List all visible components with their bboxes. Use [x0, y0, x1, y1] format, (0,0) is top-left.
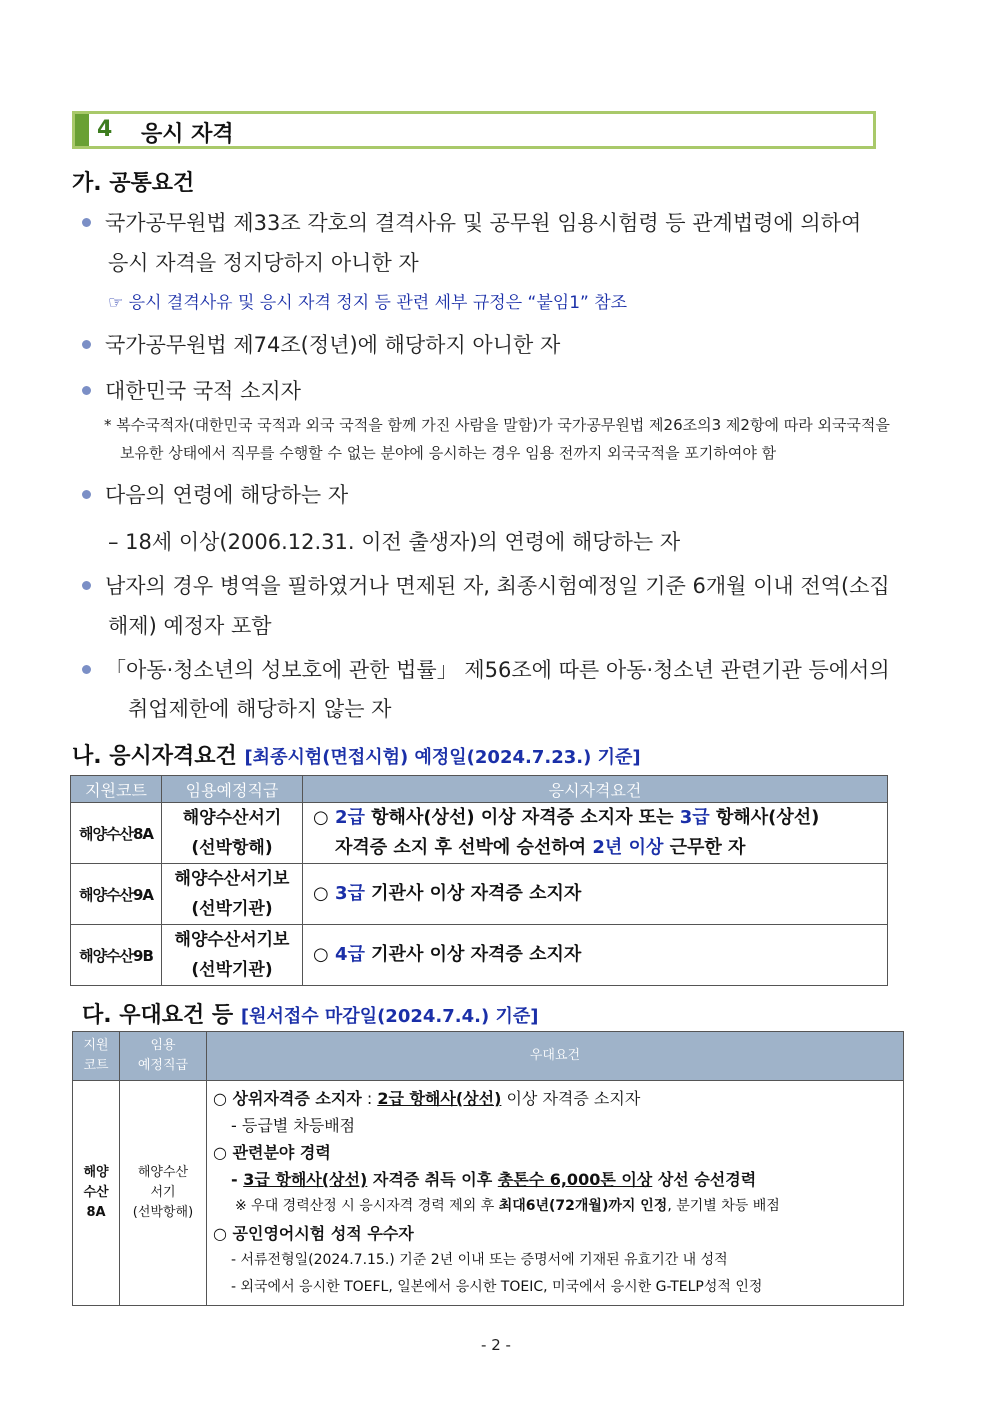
pref-note-max: 최대6년(72개월)까지 인정 [498, 1198, 668, 1214]
common-bullet-2 [82, 325, 924, 365]
pref-tonnage: 총톤수 6,000톤 이상 [497, 1170, 653, 1189]
pref-note-text: , 분기별 차등 배점 [667, 1198, 780, 1214]
qual-requirement [303, 803, 888, 864]
pref-col-code-line2: 코트 [83, 1058, 109, 1073]
pref-position [120, 1081, 207, 1306]
req-bullet: ○ [313, 807, 335, 828]
qual-requirement [303, 925, 888, 986]
pref-col-code-line1: 지원 [83, 1038, 109, 1053]
pref-table [72, 1031, 904, 1306]
pref-line [213, 1193, 897, 1220]
req-text: 기관사 이상 자격증 소지자 [364, 883, 582, 904]
common-heading: 가. 공통요건 [72, 171, 195, 196]
table-row [73, 1081, 904, 1306]
pref-code-line2: 수산 [83, 1185, 109, 1200]
table-row [71, 925, 888, 986]
table-row [71, 864, 888, 925]
qual-heading-note: [최종시험(면접시험) 예정일(2024.7.23.) 기준] [244, 747, 641, 768]
qual-requirement [303, 864, 888, 925]
section-header [72, 111, 876, 149]
bullet-dot-icon [82, 581, 91, 590]
common-bullet-6-line1: 「아동·청소년의 성보호에 관한 법률」 제56조에 따른 아동·청소년 관련기관 등에서의 [105, 658, 890, 682]
common-bullet-6 [82, 650, 924, 690]
pref-license: 3급 항해사(상선) [243, 1170, 368, 1189]
pref-heading-note: [원서접수 마감일(2024.7.4.) 기준] [240, 1006, 539, 1027]
pref-table-header [73, 1032, 904, 1081]
qual-position-name: 해양수산서기보 [174, 869, 290, 889]
req-grade: 2급 [334, 807, 365, 828]
req-bullet: ○ [313, 944, 335, 965]
qual-heading [72, 739, 641, 770]
common-bullet-3-note-line1: * 복수국적자(대한민국 국적과 외국 국적을 함께 가진 사람을 말함)가 국가공무원법 제26조의3 제2항에 따라 외국국적을 [104, 416, 890, 434]
common-bullet-1-line1: 국가공무원법 제33조 각호의 결격사유 및 공무원 임용시험령 등 관계법령에 의하여 [105, 211, 862, 235]
pref-text: 상선 승선경력 [652, 1170, 757, 1189]
pref-line: - 서류전형일(2024.7.15.) 기준 2년 이내 또는 증명서에 기재된 유효기간 내 성적 [231, 1252, 728, 1268]
common-bullet-1-line2: 응시 자격을 정지당하지 아니한 자 [108, 251, 419, 275]
pref-line: ○ 공인영어시험 성적 우수자 [213, 1224, 414, 1243]
pref-code-line1: 해양 [83, 1165, 109, 1180]
bullet-dot-icon [82, 386, 91, 395]
qual-code: 해양수산9B [71, 925, 162, 986]
qual-position [162, 864, 303, 925]
bullet-dot-icon [82, 340, 91, 349]
pref-line [213, 1085, 897, 1112]
pref-col-requirement: 우대요건 [207, 1032, 904, 1081]
qual-position [162, 803, 303, 864]
req-text: 항해사(상선) 이상 자격증 소지자 또는 [364, 807, 680, 828]
bullet-dot-icon [82, 665, 91, 674]
pref-item-title: ○ 상위자격증 소지자 [213, 1089, 362, 1108]
common-bullet-3-text: 대한민국 국적 소지자 [105, 379, 301, 403]
req-text: 자격증 소지 후 선박에 승선하여 [335, 837, 593, 858]
qual-position-name: 해양수산서기보 [174, 930, 290, 950]
common-bullet-1 [82, 203, 924, 243]
pref-dash: - [231, 1170, 244, 1189]
pref-line: - 등급별 차등배점 [231, 1116, 356, 1135]
req-text: 기관사 이상 자격증 소지자 [364, 944, 582, 965]
qual-col-requirement: 응시자격요건 [303, 776, 888, 803]
pref-heading-title: 다. 우대요건 등 [82, 1003, 234, 1028]
pref-heading [82, 998, 538, 1029]
section-number: 4 [97, 117, 113, 142]
pref-separator: : [361, 1089, 378, 1108]
pref-text: 이상 자격증 소지자 [501, 1089, 641, 1108]
pref-text: 자격증 취득 이후 [367, 1170, 498, 1189]
qual-table [70, 775, 888, 986]
pref-col-position-line1: 임용 [150, 1038, 176, 1053]
qual-position-field: (선박항해) [191, 838, 273, 858]
req-grade: 3급 [679, 807, 710, 828]
pref-col-position [120, 1032, 207, 1081]
req-bullet: ○ [313, 883, 335, 904]
qual-code: 해양수산9A [71, 864, 162, 925]
pref-note-text: ※ 우대 경력산정 시 응시자격 경력 제외 후 [235, 1198, 499, 1214]
pref-requirements [207, 1081, 904, 1306]
pref-line: ○ 관련분야 경력 [213, 1143, 331, 1162]
bullet-dot-icon [82, 490, 91, 499]
pref-code-line3: 8A [86, 1205, 106, 1220]
pref-col-position-line2: 예정직급 [137, 1058, 189, 1073]
common-bullet-3 [82, 371, 924, 411]
qual-position-field: (선박기관) [191, 960, 273, 980]
qual-code: 해양수산8A [71, 803, 162, 864]
section-title: 응시 자격 [141, 122, 234, 147]
qual-col-code: 지원코트 [71, 776, 162, 803]
common-bullet-2-text: 국가공무원법 제74조(정년)에 해당하지 아니한 자 [105, 333, 561, 357]
common-bullet-5-line2: 해제) 예정자 포함 [108, 614, 272, 638]
qual-heading-title: 나. 응시자격요건 [72, 744, 237, 769]
common-bullet-4-text: 다음의 연령에 해당하는 자 [105, 483, 349, 507]
table-row [71, 803, 888, 864]
pref-position-line3: (선박항해) [132, 1205, 194, 1220]
page-number: - 2 - [481, 1336, 511, 1354]
common-bullet-5-line1: 남자의 경우 병역을 필하였거나 면제된 자, 최종시험예정일 기준 6개월 이내 전역(소집 [105, 574, 890, 598]
qual-col-position: 임용예정직급 [162, 776, 303, 803]
common-bullet-3-note-line2: 보유한 상태에서 직무를 수행할 수 없는 분야에 응시하는 경우 임용 전까지 외국국적을 포기하여야 함 [120, 444, 777, 462]
bullet-dot-icon [82, 218, 91, 227]
pref-col-code [73, 1032, 120, 1081]
common-bullet-5 [82, 566, 924, 606]
pref-code [73, 1081, 120, 1306]
req-text: 근무한 자 [663, 837, 746, 858]
common-bullet-4 [82, 475, 924, 515]
pref-license: 2급 항해사(상선) [377, 1089, 502, 1108]
pref-position-line2: 서기 [150, 1185, 176, 1200]
req-grade: 4급 [334, 944, 365, 965]
qual-position-name: 해양수산서기 [182, 808, 282, 828]
qual-position-field: (선박기관) [191, 899, 273, 919]
req-years: 2년 이상 [592, 837, 664, 858]
pref-line [213, 1166, 897, 1193]
section-header-accent [75, 114, 89, 146]
common-bullet-6-line2: 취업제한에 해당하지 않는 자 [128, 697, 392, 721]
common-bullet-1-reference: ☞ 응시 결격사유 및 응시 자격 정지 등 관련 세부 규정은 “붙임1” 참조 [108, 293, 628, 313]
req-grade: 3급 [334, 883, 365, 904]
common-bullet-4-sub: – 18세 이상(2006.12.31. 이전 출생자)의 연령에 해당하는 자 [108, 530, 681, 554]
qual-position [162, 925, 303, 986]
pref-line: - 외국에서 응시한 TOEFL, 일본에서 응시한 TOEIC, 미국에서 응시한 G-TELP성적 인정 [231, 1279, 763, 1295]
qual-table-header [71, 776, 888, 803]
req-text: 항해사(상선) [709, 807, 820, 828]
pref-position-line1: 해양수산 [137, 1165, 189, 1180]
